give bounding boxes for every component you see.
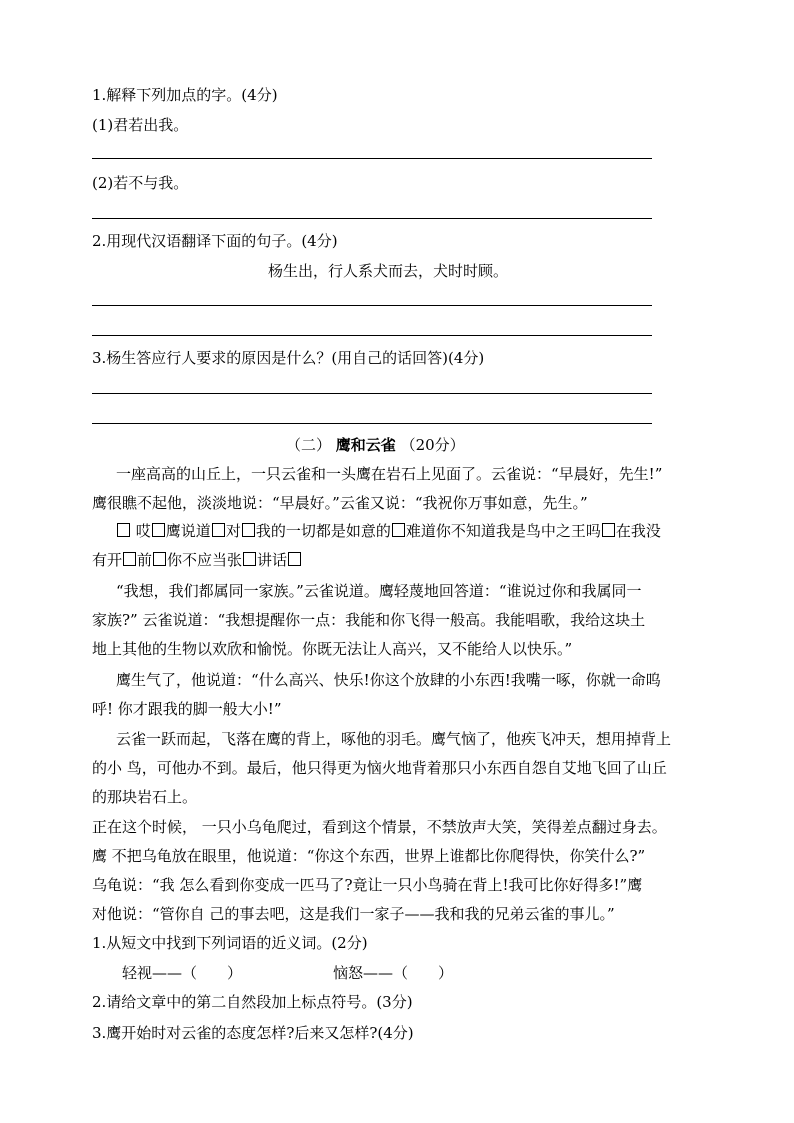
paragraph-4-line-2: 呼! 你才跟我的脚一般大小!” xyxy=(92,700,282,718)
paragraph-3-line-3: 地上其他的生物以欢欣和愉悦。你既无法让人高兴，又不能给人以快乐。” xyxy=(92,640,573,658)
punctuation-blank[interactable] xyxy=(153,552,166,566)
question-2-2: 2.请给文章中的第二自然段加上标点符号。(3分) xyxy=(92,993,413,1011)
question-1-item-b: (2)若不与我。 xyxy=(92,174,189,192)
answer-line[interactable] xyxy=(92,158,652,159)
text-segment: 我的一切都是如意的 xyxy=(255,522,391,540)
paragraph-6-line-3: 乌龟说：“我 怎么看到你变成一匹马了?竟让一只小鸟骑在背上!我可比你好得多!”鹰 xyxy=(92,876,643,894)
punctuation-blank[interactable] xyxy=(392,523,405,537)
question-2-sentence: 杨生出，行人系犬而去，犬时时顾。 xyxy=(268,262,509,280)
punctuation-blank[interactable] xyxy=(123,552,136,566)
punctuation-blank[interactable] xyxy=(212,523,225,537)
paragraph-2-line-1 xyxy=(116,521,661,541)
punctuation-blank[interactable] xyxy=(117,523,130,537)
story-title: 鹰和云雀 xyxy=(335,436,396,454)
paragraph-6-line-4: 对他说：“管你自 己的事去吧，这是我们一家子——我和我的兄弟云雀的事儿。” xyxy=(92,905,615,923)
paragraph-4-line-1: 鹰生气了，他说道：“什么高兴、快乐!你这个放肆的小东西!我嘴一啄，你就一命呜 xyxy=(116,671,661,689)
text-segment: 难道你不知道我是鸟中之王吗 xyxy=(405,522,601,540)
text-segment: 你不应当张 xyxy=(167,551,243,569)
paragraph-5-line-2: 的小 鸟，可他办不到。最后，他只得更为恼火地背着那只小东西自怨自艾地飞回了山丘 xyxy=(92,759,667,777)
synonym-blank-1[interactable]: 轻视——（ ） xyxy=(122,964,243,982)
question-2-3: 3.鹰开始时对云雀的态度怎样?后来又怎样?(4分) xyxy=(92,1024,414,1042)
question-2-1: 1.从短文中找到下列词语的近义词。(2分) xyxy=(92,934,368,952)
section-title xyxy=(286,435,465,455)
answer-line[interactable] xyxy=(92,423,652,424)
punctuation-blank[interactable] xyxy=(243,552,256,566)
paragraph-5-line-1: 云雀一跃而起，飞落在鹰的背上，啄他的羽毛。鹰气恼了，他疾飞冲天，想用掉背上 xyxy=(116,730,672,748)
paragraph-3-line-1: “我想，我们都属同一家族。”云雀说道。鹰轻蔑地回答道：“谁说过你和我属同一 xyxy=(116,582,642,600)
question-2: 2.用现代汉语翻译下面的句子。(4分) xyxy=(92,232,338,250)
punctuation-blank[interactable] xyxy=(288,552,301,566)
paragraph-2-line-2 xyxy=(92,550,302,570)
text-segment: 鹰说道 xyxy=(165,522,211,540)
answer-line[interactable] xyxy=(92,393,652,394)
section-score: （20分） xyxy=(400,436,465,454)
section-title-prefix: （二） xyxy=(286,436,332,454)
text-segment: 哎 xyxy=(135,522,151,540)
question-1: 1.解释下列加点的字。(4分) xyxy=(92,86,278,104)
synonym-blank-2[interactable]: 恼怒——（ ） xyxy=(333,964,454,982)
text-segment: 讲话 xyxy=(257,551,288,569)
punctuation-blank[interactable] xyxy=(602,523,615,537)
question-1-item-a: (1)君若出我。 xyxy=(92,116,189,134)
paragraph-1-line-2: 鹰很瞧不起他，淡淡地说：“早晨好。”云雀又说：“我祝你万事如意，先生。” xyxy=(92,494,588,512)
punctuation-blank[interactable] xyxy=(152,523,165,537)
question-3: 3.杨生答应行人要求的原因是什么？(用自己的话回答)(4分) xyxy=(92,349,485,367)
paragraph-6-line-1: 正在这个时候， 一只小乌龟爬过，看到这个情景，不禁放声大笑，笑得差点翻过身去。 xyxy=(92,818,667,836)
answer-line[interactable] xyxy=(92,335,652,336)
text-segment: 在我没 xyxy=(615,522,661,540)
paragraph-6-line-2: 鹰 不把乌龟放在眼里，他说道：“你这个东西，世界上谁都比你爬得快，你笑什么?” xyxy=(92,847,646,865)
paragraph-5-line-3: 的那块岩石上。 xyxy=(92,788,198,806)
paragraph-1-line-1: 一座高高的山丘上，一只云雀和一头鹰在岩石上见面了。云雀说：“早晨好，先生!” xyxy=(116,465,663,483)
text-segment: 对 xyxy=(225,522,241,540)
text-segment: 前 xyxy=(137,551,153,569)
text-segment: 有开 xyxy=(92,551,123,569)
paragraph-3-line-2: 家族?” 云雀说道：“我想提醒你一点：我能和你飞得一般高。我能唱歌，我给这块土 xyxy=(92,611,646,629)
punctuation-blank[interactable] xyxy=(242,523,255,537)
answer-line[interactable] xyxy=(92,218,652,219)
answer-line[interactable] xyxy=(92,305,652,306)
